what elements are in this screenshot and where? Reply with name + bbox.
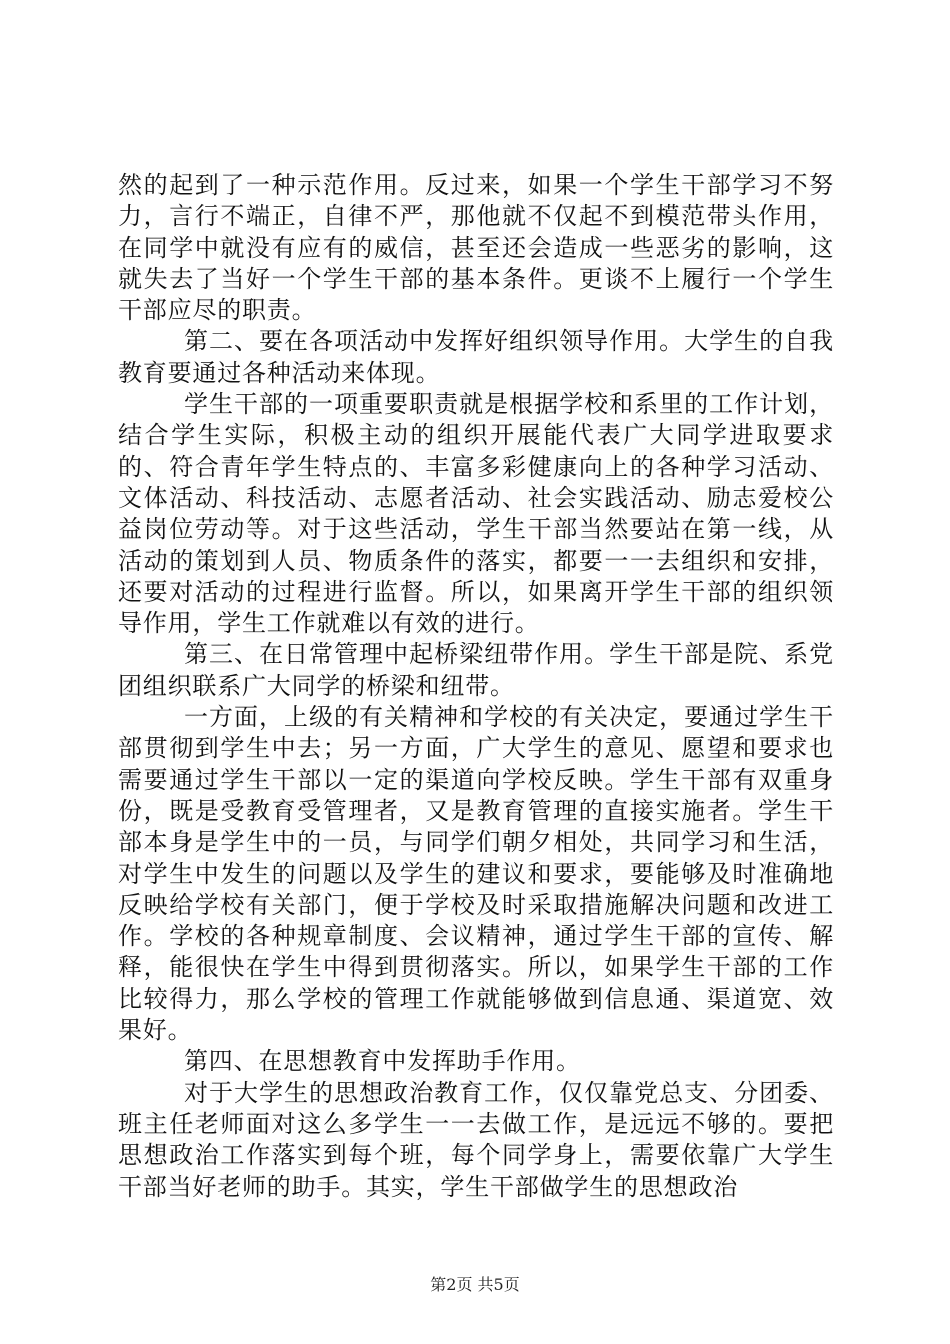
paragraph-heading-second: 第二、要在各项活动中发挥好组织领导作用。大学生的自我教育要通过各种活动来体现。 — [118, 327, 834, 387]
paragraph: 学生干部的一项重要职责就是根据学校和系里的工作计划，结合学生实际，积极主动的组织开展能代表广大同学进取要求的、符合青年学生特点的、丰富多彩健康向上的各种学习活动、文体活动、科技活动、志愿者活动、社会实践活动、励志爱校公益岗位劳动等。对于这些活动，学生干部当然要站在第一线，从活动的策划到人员、物质条件的落实，都要一一去组织和安排，还要对活动的过程进行监督。所以，如果离开学生干部的组织领导作用，学生工作就难以有效的进行。 — [118, 390, 834, 638]
paragraph: 对于大学生的思想政治教育工作，仅仅靠党总支、分团委、班主任老师面对这么多学生一一去做工作，是远远不够的。要把思想政治工作落实到每个班，每个同学身上，需要依靠广大学生干部当好老师的助手。其实，学生干部做学生的思想政治 — [118, 1078, 834, 1201]
paragraph-heading-fourth: 第四、在思想教育中发挥助手作用。 — [184, 1047, 581, 1076]
paragraph: 一方面，上级的有关精神和学校的有关决定，要通过学生干部贯彻到学生中去；另一方面，广大学生的意见、愿望和要求也需要通过学生干部以一定的渠道向学校反映。学生干部有双重身份，既是受教育受管理者，又是教育管理的直接实施者。学生干部本身是学生中的一员，与同学们朝夕相处，共同学习和生活，对学生中发生的问题以及学生的建议和要求，要能够及时准确地反映给学校有关部门，便于学校及时采取措施解决问题和改进工作。学校的各种规章制度、会议精神，通过学生干部的宣传、解释，能很快在学生中得到贯彻落实。所以，如果学生干部的工作比较得力，那么学校的管理工作就能够做到信息通、渠道宽、效果好。 — [118, 703, 834, 1045]
paragraph-continuation: 然的起到了一种示范作用。反过来，如果一个学生干部学习不努力，言行不端正，自律不严，那他就不仅起不到模范带头作用，在同学中就没有应有的威信，甚至还会造成一些恶劣的影响，这就失去了当好一个学生干部的基本条件。更谈不上履行一个学生干部应尽的职责。 — [118, 171, 834, 325]
paragraph-heading-third: 第三、在日常管理中起桥梁纽带作用。学生干部是院、系党团组织联系广大同学的桥梁和纽带。 — [118, 640, 834, 700]
page-number-footer: 第2页 共5页 — [430, 1275, 520, 1294]
document-body — [118, 170, 834, 1203]
